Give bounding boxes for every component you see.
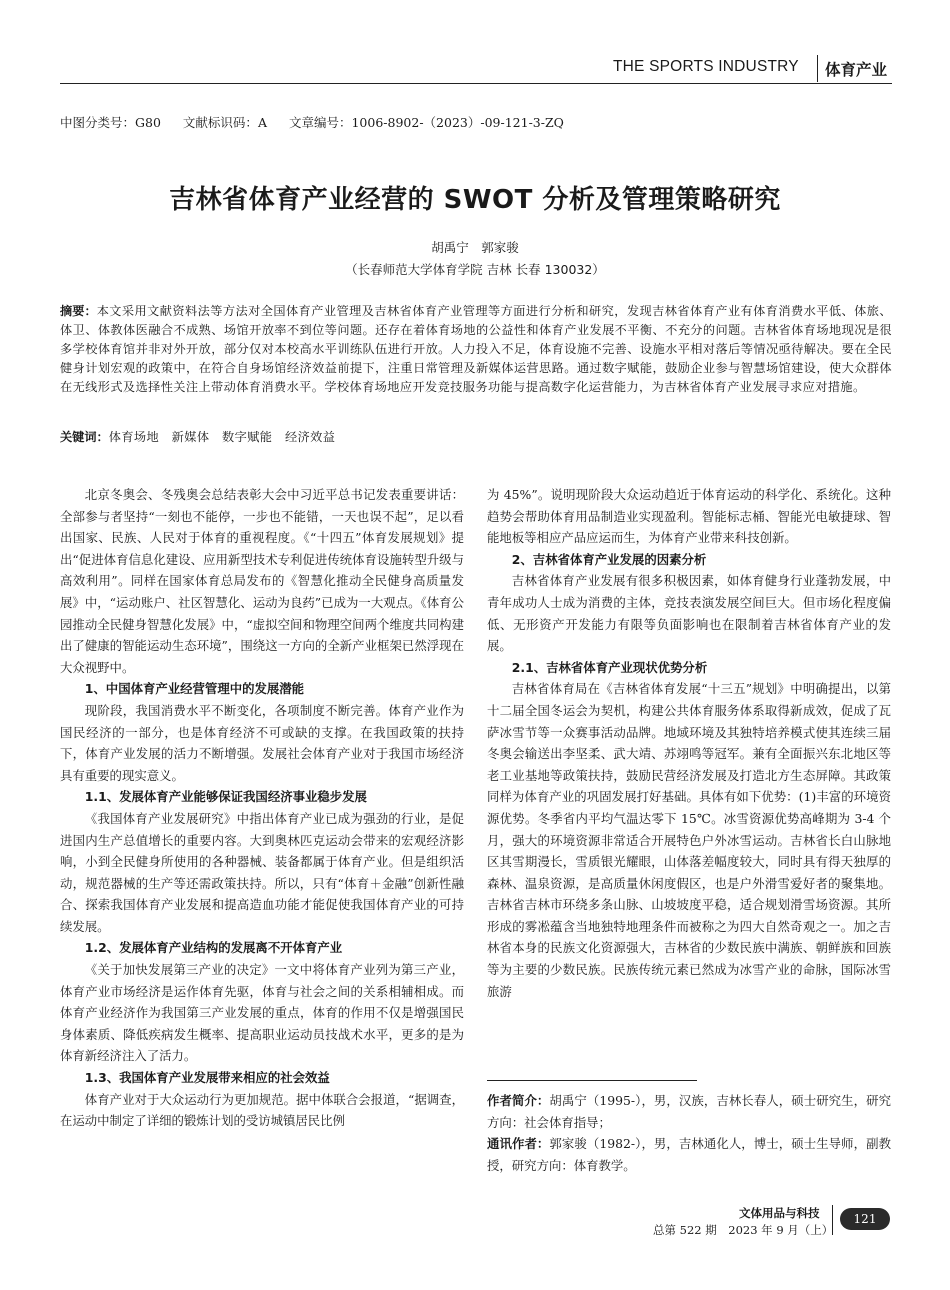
doc-code-label: 文献标识码： <box>182 115 258 130</box>
paragraph: 《关于加快发展第三产业的决定》一文中将体育产业列为第三产业，体育产业市场经济是运作体育先驱，体育与社会之间的关系相辅相成。而体育产业经济作为我国第三产业发展的重点，体育的作用不仅是增强国民身体素质、降低疾病发生概率、提高职业运动员技战术水平，更多的是为体育新经济注入了活力。 <box>60 962 464 1064</box>
paragraph: 现阶段，我国消费水平不断变化，各项制度不断完善。体育产业作为国民经济的一部分，也是体育经济不可或缺的支撑。在我国政策的扶持下，体育产业发展的活力不断增强。发展社会体育产业对于我国市场经济具有重要的现实意义。 <box>60 702 464 783</box>
abstract <box>60 302 892 397</box>
author-note <box>487 1090 891 1133</box>
authors: 胡禹宁 郭家骏 <box>431 240 519 255</box>
journal-section-title-cn: 体育产业 <box>825 61 888 79</box>
corresponding-note-text: 郭家骏（1982-），男，吉林通化人，博士，硕士生导师，副教授，研究方向：体育教学。 <box>487 1136 891 1173</box>
footer-journal-name: 文体用品与科技 <box>739 1206 820 1220</box>
section-heading: 1、中国体育产业经营管理中的发展潜能 <box>84 681 305 697</box>
corresponding-note <box>487 1133 891 1176</box>
paragraph: 《我国体育产业发展研究》中指出体育产业已成为强劲的行业，是促进国内生产总值增长的重要内容。大到奥林匹克运动会带来的宏观经济影响，小到全民健身所使用的各种器械、装备都属于体育产业。但是组织活动，规范器械的生产等还需政策扶持。所以，只有“体育＋金融”创新性融合、探索我国体育产业发展和提高造血功能才能促使我国体育产业的可持续发展。 <box>60 810 464 934</box>
author-note-text: 胡禹宁（1995-），男，汉族，吉林长春人，硕士研究生，研究方向：社会体育指导； <box>487 1093 891 1130</box>
footer-issue: 总第 522 期 2023 年 9 月（上） <box>653 1223 834 1237</box>
paper-title: 吉林省体育产业经营的 SWOT 分析及管理策略研究 <box>169 185 781 215</box>
paragraph: 吉林省体育局在《吉林省体育发展“十三五”规划》中明确提出，以第十二届全国冬运会为契机，构建公共体育服务体系取得新成效，促成了瓦萨冰雪节等一众赛事活动品牌。地域环境及其独特培养模式使其连续三届冬奥会输送出李坚柔、武大靖、苏翊鸣等冠军。兼有全面振兴东北地区等老工业基地等政策扶持，鼓励民营经济发展及打造北方生态屏障。其政策同样为体育产业的巩固发展打好基础。具体有如下优势：(1)丰富的环境资源优势。冬季省内平均气温达零下 15℃。冰雪资源优势高峰期为 3-4 个月，强大的环境资源非常适合开展特色户外冰雪运动。吉林省长白山脉地区其雪期漫长，雪质银光耀眼，山体落差幅度较大，同时具有得天独厚的森林、温泉资源，是高质量休闲度假区，也是户外滑雪爱好者的聚集地。吉林省吉林市环绕多条山脉、山坡坡度平稳，适合规划滑雪场资源。其所形成的雾凇蕴含当地独特地理条件而被称之为四大自然奇观之一。加之吉林省本身的民族文化资源强大，吉林省的少数民族中满族、朝鲜族和回族等为主要的少数民族。民族传统元素已然成为冰雪产业的命脉，国际冰雪旅游 <box>487 681 891 999</box>
paragraph: 体育产业对于大众运动行为更加规范。据中体联合会报道，“据调查，在运动中制定了详细的锻炼计划的受访城镇居民比例 <box>60 1091 464 1129</box>
subsection-heading: 1.2、发展体育产业结构的发展离不开体育产业 <box>84 940 343 956</box>
subsection-heading: 1.3、我国体育产业发展带来相应的社会效益 <box>84 1070 330 1086</box>
paragraph-continued: 为 45%”。说明现阶段大众运动趋近于体育运动的科学化、系统化。这种趋势会帮助体育用品制造业实现盈利。智能标志桶、智能光电敏捷球、智能地板等相应产品应运而生，为体育产业带来科技创新。 <box>487 487 891 546</box>
body-right-column <box>487 484 891 1002</box>
clc-label: 中图分类号： <box>60 115 136 130</box>
abstract-label: 摘要： <box>60 304 97 318</box>
clc-value: G80 <box>135 115 161 130</box>
footer-divider <box>832 1205 833 1235</box>
corresponding-note-label: 通讯作者： <box>487 1136 550 1152</box>
header-divider <box>817 55 818 82</box>
section-heading: 2、吉林省体育产业发展的因素分析 <box>511 551 707 567</box>
paragraph: 北京冬奥会、冬残奥会总结表彰大会中习近平总书记发表重要讲话：全部参与者坚持“一刻也不能停，一步也不能错，一天也误不起”，足以看出国家、民族、人民对于体育的重视程度。《“十四五”体育发展规划》提出“促进体育信息化建设、应用新型技术专利促进传统体育设施转型升级与高效利用”。同样在国家体育总局发布的《智慧化推动全民健身高质量发展》中，“运动账户、社区智慧化、运动为良药”已成为一大观点。《体育公园推动全民健身智慧化发展》中，“虚拟空间和物理空间两个维度共同构建出了健康的智能运动生态环境”，围绕这一方向的全新产业框架已然浮现在大众视野中。 <box>60 487 464 675</box>
keywords <box>60 428 892 447</box>
footnotes <box>487 1090 891 1176</box>
affiliation: （长春师范大学体育学院 吉林 长春 130032） <box>345 262 605 277</box>
keywords-text: 体育场地 新媒体 数字赋能 经济效益 <box>108 430 336 444</box>
journal-section-title-en: THE SPORTS INDUSTRY <box>613 58 799 75</box>
footnote-rule <box>487 1080 697 1081</box>
doc-code-value: A <box>257 115 267 130</box>
page-number-badge: 121 <box>840 1208 890 1230</box>
article-no-value: 1006-8902-（2023）-09-121-3-ZQ <box>351 115 564 130</box>
paragraph: 吉林省体育产业发展有很多积极因素，如体育健身行业蓬勃发展，中青年成功人士成为消费的主体，竞技表演发展空间巨大。但市场化程度偏低、无形资产开发能力有限等负面影响也在限制着吉林省体育产业的发展。 <box>487 573 891 654</box>
abstract-text: 本文采用文献资料法等方法对全国体育产业管理及吉林省体育产业管理等方面进行分析和研究，发现吉林省体育产业有体育消费水平低、体旅、体卫、体教体医融合不成熟、场馆开放率不到位等问题。还存在着体育场地的公益性和体育产业发展不平衡、不充分的问题。吉林省体育场地现况是很多学校体育馆并非对外开放，部分仅对本校高水平训练队伍进行开放。人力投入不足，体育设施不完善、设施水平相对落后等情况亟待解决。要在全民健身计划宏观的政策中，在符合自身场馆经济效益前提下，注重日常管理及新媒体运营思路。通过数字赋能，鼓励企业参与智慧场馆建设，使大众群体在无线形式及选择性关注上带动体育消费水平。学校体育场地应开发竞技服务功能与提高数字化运营能力，为吉林省体育产业发展寻求应对措施。 <box>60 304 893 394</box>
body-left-column <box>60 484 464 1132</box>
subsection-heading: 2.1、吉林省体育产业现状优势分析 <box>511 659 708 675</box>
article-meta <box>60 113 564 131</box>
article-no-label: 文章编号： <box>288 115 352 130</box>
subsection-heading: 1.1、发展体育产业能够保证我国经济事业稳步发展 <box>84 789 367 805</box>
author-note-label: 作者简介： <box>487 1093 550 1108</box>
keywords-label: 关键词： <box>60 430 109 444</box>
header-rule <box>60 83 892 84</box>
